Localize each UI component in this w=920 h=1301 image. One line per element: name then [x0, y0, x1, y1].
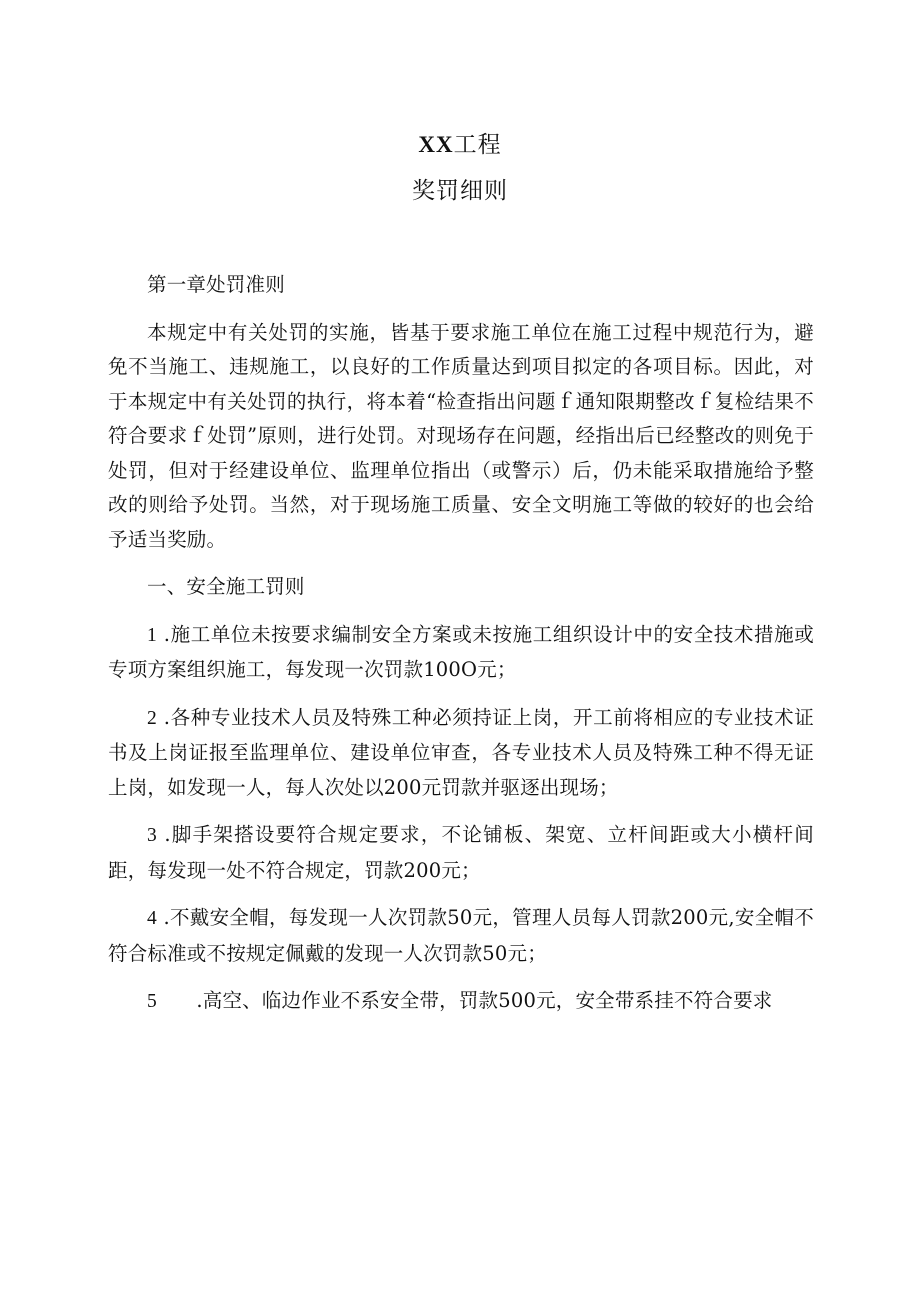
rule-item-4: [108, 901, 814, 971]
rule-item-5: [108, 984, 814, 1020]
rule-text: .脚手架搭设要符合规定要求，不论铺板、架宽、立杆间距或大小横杆间距，每发现一处不符合规定，罚款200元；: [108, 823, 814, 882]
rule-number: 3: [147, 825, 157, 846]
safety-section-heading: 一、安全施工罚则: [147, 575, 305, 598]
rule-text: .施工单位未按要求编制安全方案或未按施工组织设计中的安全技术措施或专项方案组织施工，每发现一次罚款100O元；: [108, 622, 814, 681]
document-title: [0, 122, 920, 168]
rule-item-1: [108, 618, 814, 688]
document-subtitle: 奖罚细则: [412, 178, 508, 204]
rule-item-2: [108, 701, 814, 806]
title-block: [0, 122, 920, 214]
rule-number: 4: [147, 908, 157, 929]
document-body: [108, 268, 814, 1033]
rule-text: .高空、临边作业不系安全带，罚款500元，安全带系挂不符合要求: [156, 989, 773, 1012]
chapter-heading: 第一章处罚准则: [147, 273, 285, 296]
title-prefix: XX: [418, 132, 454, 157]
rule-number: 1: [147, 624, 157, 646]
title-suffix: 工程: [453, 132, 502, 158]
intro-paragraph: 本规定中有关处罚的实施，皆基于要求施工单位在施工过程中规范行为，避免不当施工、违规施工，以良好的工作质量达到项目拟定的各项目标。因此，对于本规定中有关处罚的执行，将本着“检查指出问题ｆ通知限期整改ｆ复检结果不符合要求ｆ处罚”原则，进行处罚。对现场存在问题，经指出后已经整改的则免于处罚，但对于经建设单位、监理单位指出（或警示）后，仍未能采取措施给予整改的则给予处罚。当然，对于现场施工质量、安全文明施工等做的较好的也会给予适当奖励。: [108, 320, 814, 551]
rule-text: .不戴安全帽，每发现一人次罚款50元，管理人员每人罚款200元,安全帽不符合标准或不按规定佩戴的发现一人次罚款50元；: [108, 906, 814, 965]
rule-item-3: [108, 818, 814, 888]
rule-text: .各种专业技术人员及特殊工种必须持证上岗，开工前将相应的专业技术证书及上岗证报至监理单位、建设单位审查，各专业技术人员及特殊工种不得无证上岗，如发现一人，每人次处以200元罚款并驱逐出现场；: [108, 705, 814, 799]
rule-number: 5: [147, 991, 157, 1012]
rule-number: 2: [147, 707, 157, 729]
